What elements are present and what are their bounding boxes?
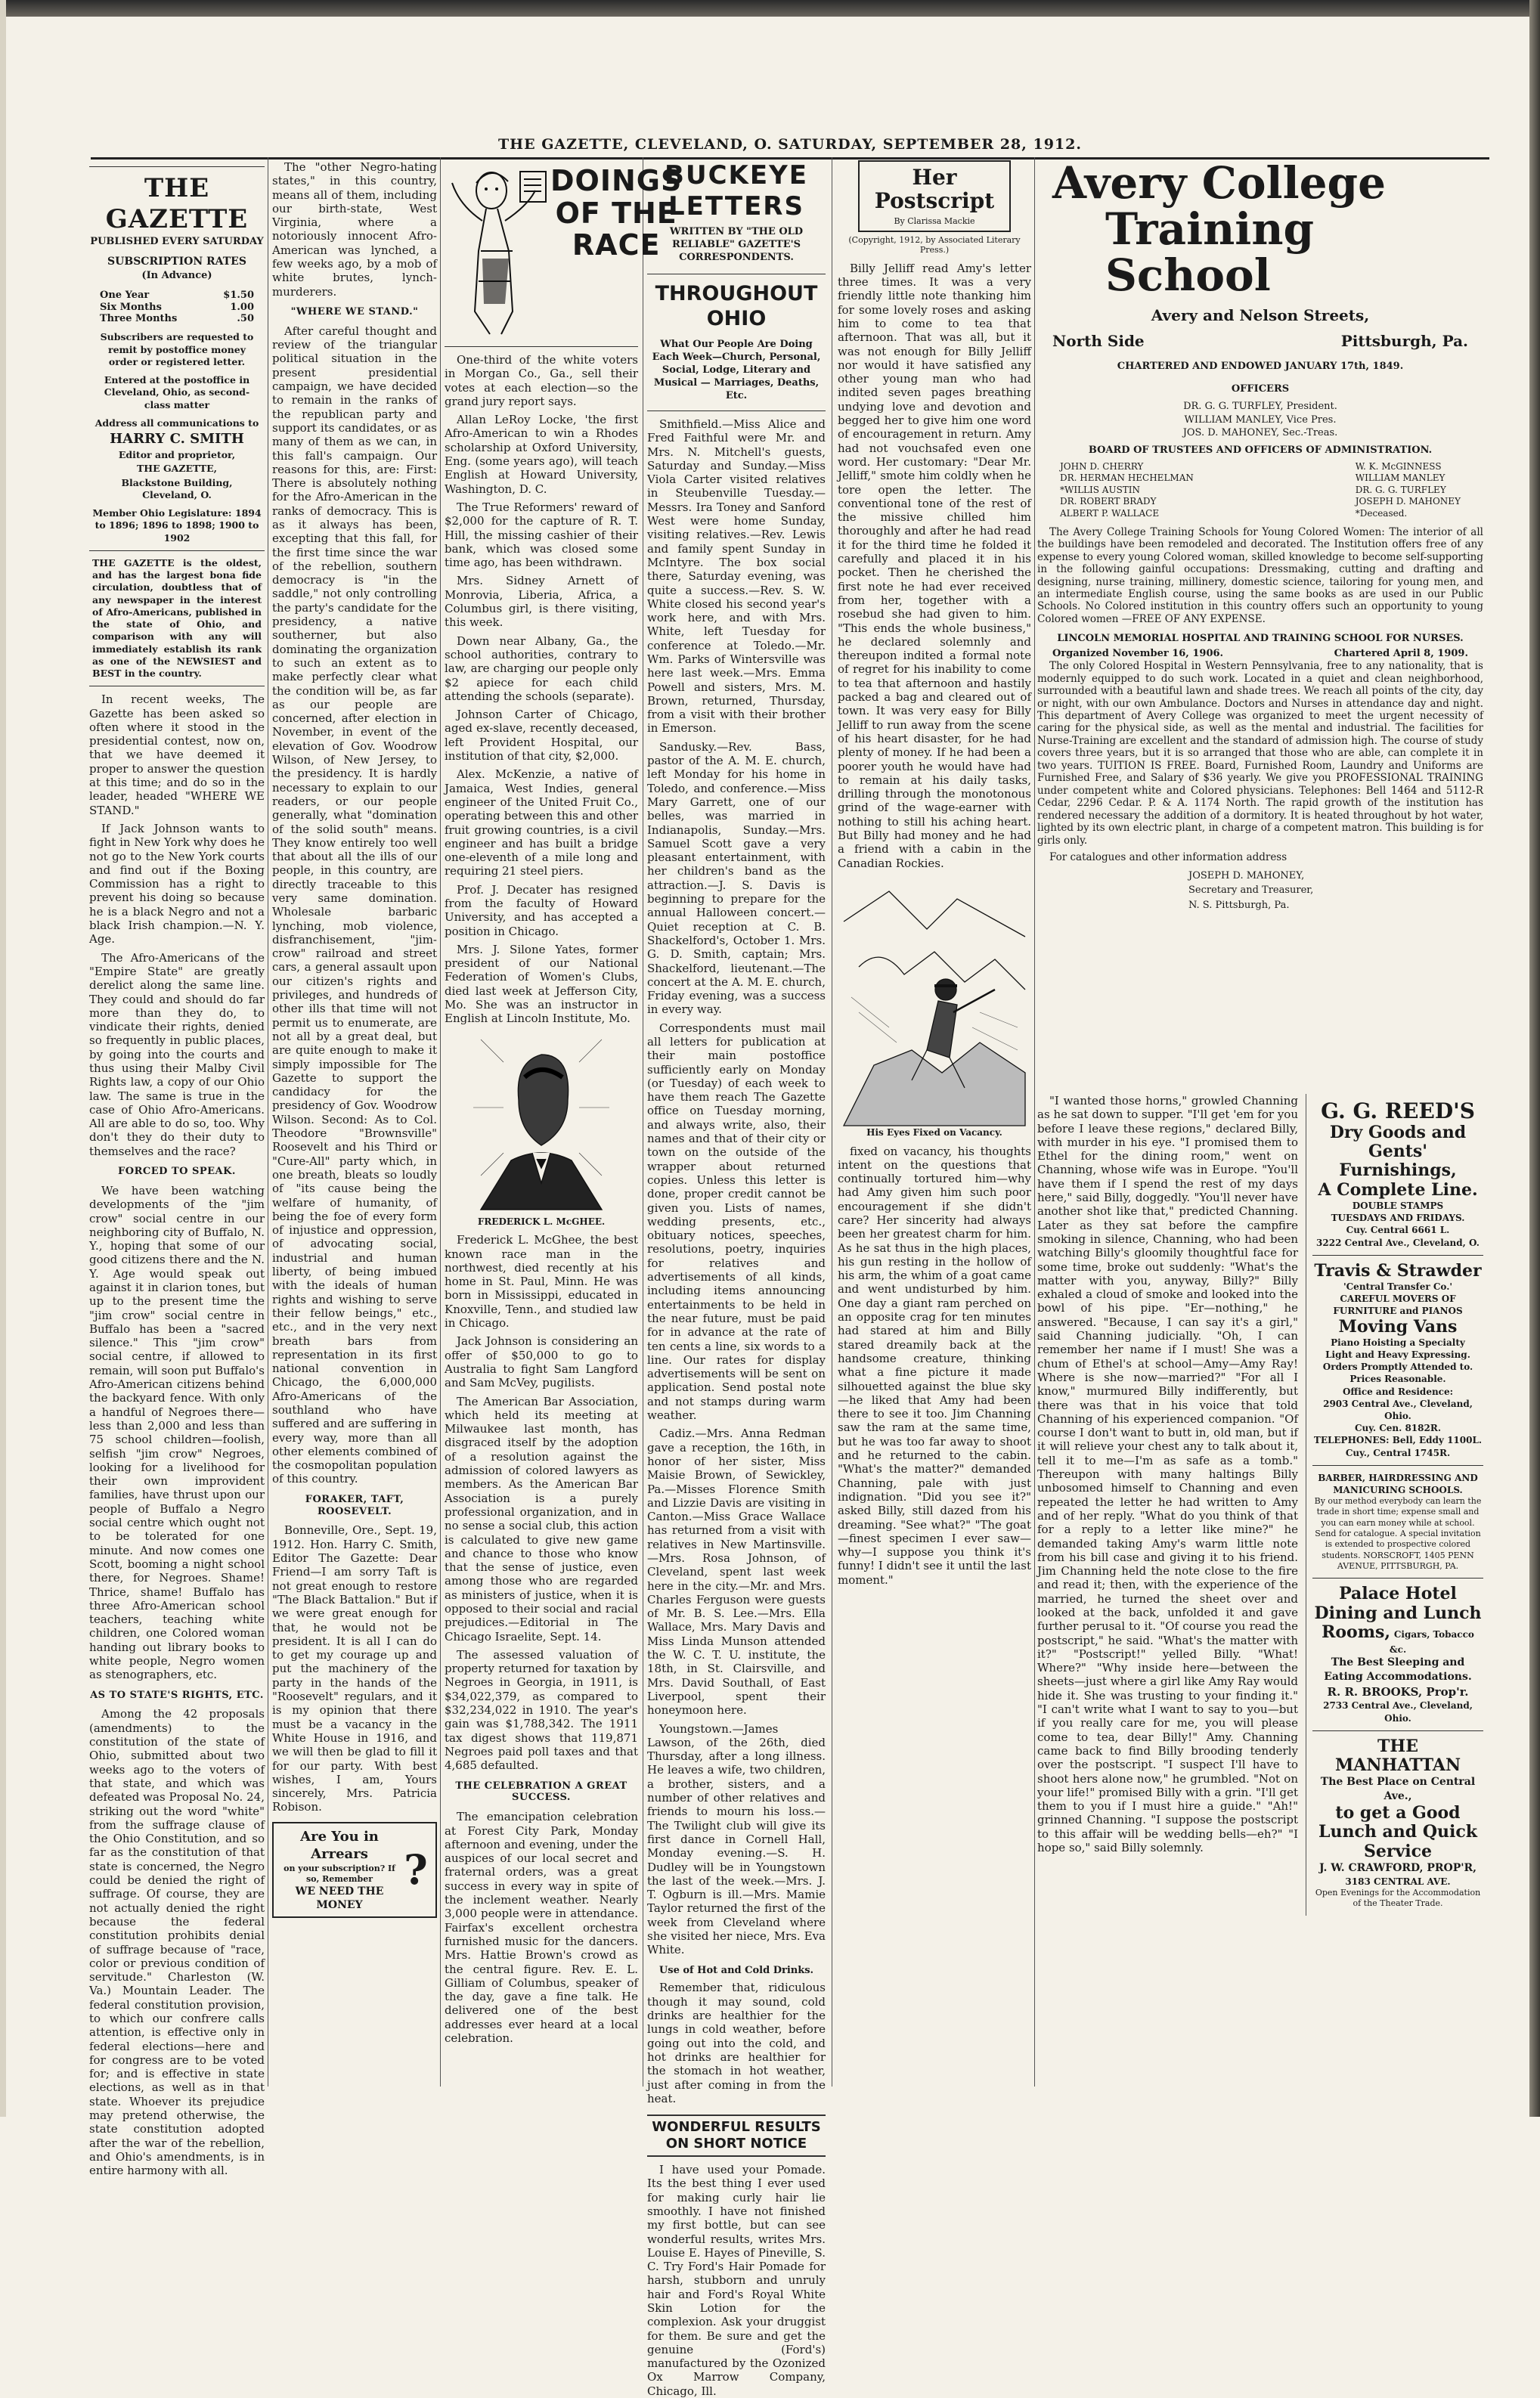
avery-city: Pittsburgh, Pa. [1340, 332, 1468, 351]
section-heading: "WHERE WE STAND." [290, 305, 419, 318]
paragraph: Cadiz.—Mrs. Anna Redman gave a reception, the 16th, in honor of her sister, Miss Maisie Brown, of Sewickley, Pa.—Misses Florence Smith and Lizzie Davis are visiting in Canton.—Miss Grace Wallace has returned from a visit with relatives in New Martinsville.—Mrs. Rosa Johnson, of Cleveland, spent last week here in the city.—Mr. and Mrs. Charles Ferguson were guests of Mr. B. S. Lee.—Mrs. Ella Wallace, Mrs. Mary Davis and Miss Linda Munson attended the W. C. T. U. institute, the 18th, in St. Clairsville, and Mrs. David Southall, of East Liverpool, spent their honeymoon here. [647, 1427, 826, 1718]
ad-line: DOUBLE STAMPS [1352, 1200, 1444, 1211]
portrait-caption: FREDERICK L. McGHEE. [477, 1216, 606, 1227]
section-heading: FORCED TO SPEAK. [118, 1166, 236, 1178]
story-title: Postscript [874, 187, 995, 213]
oldest-note: THE GAZETTE is the oldest, and has the largest bona fide circulation, doubtless that of any newspaper in the interest of Afro-Americans, published in the state of Ohio, and comparison with any will immediately establish its rank as one of the NEWSIEST and BEST in the country. [92, 556, 262, 680]
column-doings-of-race [445, 160, 683, 2087]
paragraph: Youngstown.—James Lawson, of the 26th, died Thursday, after a long illness. He leaves a wife, two children, a brother, sisters, and a number of other relatives and friends to mourn his loss.—The Twilight club will give its first dance in Cornell Hall, Monday evening.—S. H. Dudley will be in Youngstown the last of the week.—Mrs. J. T. Ogburn is ill.—Mrs. Mamie Taylor returned the first of the week from Cleveland where she visited her niece, Mrs. Eva White. [647, 1721, 826, 1957]
arrears-line: Are You in Arrears [300, 1828, 379, 1863]
ad-line-row [1312, 1623, 1483, 1656]
section-heading: FORAKER, TAFT, ROOSEVELT. [305, 1493, 404, 1517]
organized-date: Organized November 16, 1906. [1052, 648, 1224, 660]
ad-title: Travis & Strawder [1314, 1260, 1482, 1281]
paragraph: In recent weeks, The Gazette has been asked so often where it stood in the presidential contest, now on, that we have deemed it proper to answer the question at this time; and do so in the leader, headed "WHERE WE STAND." [89, 692, 265, 817]
editor-title: Editor and proprietor, [118, 449, 236, 461]
paragraph: The American Bar Association, which held its meeting at Milwaukee last month, has disgraced itself by the adoption of a resolution against the admission of colored lawyers as members. As the American Bar Association is a purely professional organization, and in no sense a social club, this action is calculated to give new game and chance to those who know that the sense of justice, even among those who are regarded as ministers of justice, when it is opposed to their social and racial prejudices.—Editorial in The Chicago Israelite, Sept. 14. [445, 1394, 638, 1644]
paragraph: Correspondents must mail all letters for publication at their main postoffice sufficiently early on Monday (or Tuesday) of each week to have them reach The Gazette office on Tuesday morning, and always write, also, their names and that of their city or town on the outside of the wrapper about returned copies. Unless this letter is done, proper credit cannot be given you. Lists of names, wedding presents, etc., obituary notices, speeches, resolutions, poetry, inquiries for relatives and advertisements of all kinds, including items announcing entertainments to be held in the near future, must be paid for in advance at the rate of ten cents a line, six words to a line. Our rates for display advertisements will be sent on application. Send postal note and not stamps during warm weather. [647, 1021, 826, 1423]
story-title: Her [912, 165, 957, 190]
rate-row [89, 313, 265, 325]
doings-header [445, 160, 683, 347]
ad-line: Dry Goods and [1329, 1122, 1467, 1142]
ad-line: Moving Vans [1338, 1316, 1458, 1337]
ad-heading: WONDERFUL RESULTS ON SHORT NOTICE [647, 2115, 826, 2157]
ad-title: THE MANHATTAN [1334, 1736, 1461, 1776]
scan-right-edge [1529, 0, 1540, 2117]
trustees-left [1060, 461, 1194, 520]
column-her-postscript [838, 160, 1031, 2087]
paragraph: "I wanted those horns," growled Channing as he sat down to supper. "I'll get 'em for you before I leave these regions," declared Billy, with murder in his eye. "I promised them to Ethel for the dining room," went on Channing, whose wife was in Europe. "You'll have them if I spend the rest of my days here," said Billy, doggedly. "You'll never have another shot like that," predicted Channing. Later as they sat before the campfire smoking in silence, Channing, who had been watching Billy's gloomily thoughtful face for some time, broke out suddenly: "What's the matter with you, anyway, Billy?" Billy exhaled a cloud of smoke and looked into the bowl of his pipe. "Er—nothing," he answered. "Because, I can say it's a girl," said Channing judicially. "Oh, I can remember her name if I must! She was a chum of Ethel's at school—Amy—Amy Ray! Where is she now—married?" "For all I know," murmured Billy indifferently, but there was that in his voice that told Channing of his experienced companion. "Of course I don't want to butt in, old man, but if it will relieve your chest any to talk about it, tell it to me—I'm as safe as a tomb." Thereupon with many haltings Billy unbosomed himself to Channing and even repeated the letter he had written to Amy and of her reply. "What do you think of that for a reply to a letter like mine?" he demanded taking Amy's warm little note from his bill case and giving it to his friend. Jim Channing held the note close to the fire and read it; then, with the experience of the married, he turned the sheet over and looked at the back, unfolded it and gave further perusal to it. "Of course you read the postscript," he said. "What's the matter with it?" "Postscript!" yelled Billy. "What! Where?" "Why inside here—between the sheets—just where a girl like Amy Ray would hide it. She was trusting to your finding it." "I can't write what I want to say to you—but if you really care for me, you will please come to tea, dear Billy!" Amy. Channing came back to find Billy brooding tenderly over the postscript. "I suspect I'll have to shoot hers alone now," he grumbled. "Not on your life!" promised Billy with a grin. "I'll get them to you if I must hire a guide." "Ah!" grinned Channing. "I suppose the postscript to this affair will be wedding bells—eh?" "I hope so," said Billy solemnly. [1037, 1094, 1298, 1855]
paragraph: Among the 42 proposals (amendments) to the constitution of the state of Ohio, submitted about two weeks ago to the voters of that state, and which was defeated was Proposal No. 24, striking out the word "white" from the suffrage clause of the Ohio Constitution, and so far as the constitution of that state is concerned, the Negro could be denied the right of suffrage. Of course, they are not actually denied the right because the federal constitution prohibits denial of suffrage because of "race, color or previous condition of servitude." Charleston (W. Va.) Mountain Leader. The federal constitution provision, to which our confrere calls attention, is effective only in federal elections—here and for congress are to be voted for; and is effective in state elections, as well as in that state. Whoever its prejudice may pretend otherwise, the state constitution adopted after the war of the rebellion, and Ohio's amendments, is in entire harmony with all. [89, 1707, 265, 2178]
story-continued [1037, 1094, 1306, 1916]
illustration-caption: His Eyes Fixed on Vacancy. [866, 1126, 1002, 1138]
trustee-name: DR. ROBERT BRADY [1060, 496, 1157, 507]
rate-label: Three Months [100, 313, 178, 325]
editor-paper: THE GAZETTE, [136, 463, 218, 475]
paragraph: The True Reformers' reward of $2,000 for the capture of R. T. Hill, the missing cashier of their bank, which was closed some time ago, has been withdrawn. [445, 500, 638, 570]
ad-line: 3183 CENTRAL AVE. [1345, 1876, 1451, 1887]
legislature-note: Member Ohio Legislature: 1894 to 1896; 1896 to 1898; 1900 to 1902 [92, 507, 262, 544]
officer-line: JOS. D. MAHONEY, Sec.-Treas. [1182, 427, 1338, 439]
lower-section [1037, 1094, 1483, 1916]
signature-address: N. S. Pittsburgh, Pa. [1188, 899, 1290, 911]
ad-travis [1312, 1256, 1483, 1466]
ads-column [1306, 1094, 1483, 1916]
trustee-name: JOSEPH D. MAHONEY [1355, 496, 1461, 507]
section-heading: AS TO STATE'S RIGHTS, ETC. [90, 1689, 264, 1701]
trustee-name: JOHN D. CHERRY [1060, 460, 1144, 472]
avery-title: Avery College [1052, 157, 1386, 209]
question-mark-icon: ? [404, 1845, 428, 1894]
portrait-illustration [466, 1032, 617, 1213]
trustee-name: WILLIAM MANLEY [1355, 472, 1445, 484]
rate-label: One Year [100, 289, 150, 301]
doings-title: DOINGS OF THE RACE [550, 164, 683, 262]
ad-line: Open Evenings for the Accommodation of the Theater Trade. [1315, 1888, 1481, 1909]
paragraph: We have been watching developments of the "jim crow" social centre in our neighboring city of Buffalo, N. Y., hoping that some of our good citizens there and the N. Y. Age would speak out against it in clarion tones, but up to the present time the "jim crow" social centre in Buffalo has been a "sacred silence." This "jim crow" social centre, if allowed to remain, will soon put Buffalo's Afro-American citizens behind the backyard fence. With only a handful of Negroes there—less than 2,000 and less than 75 school children—foolish, selfish "jim crow" Negroes, looking for a livelihood for their own improvident families, have thrust upon our people of Buffalo a Negro social centre which ought not to be tolerated for one minute. And now comes one Scott, booming a night school there, for Negroes. Shame! Thrice, shame! Buffalo has three Afro-American school teachers, teaching white children, one Colored woman handing out library books to white people, Negro women as stenographers, etc. [89, 1183, 265, 1682]
signature-block [1188, 869, 1483, 913]
arrears-text [278, 1828, 401, 1913]
arrears-box [272, 1822, 437, 1919]
officer-line: WILLIAM MANLEY, Vice Pres. [1184, 414, 1337, 426]
ad-palace [1312, 1579, 1483, 1731]
rate-row [89, 290, 265, 302]
rate-price: 1.00 [230, 301, 254, 313]
paragraph: After careful thought and review of the triangular political situation in the present presidential campaign, we have decided to remain in the ranks of the republican party and support its candidates, or as many of them as we can, in this fall's campaign. Our reasons for this, are: First: There is absolutely nothing for the Afro-American in the ranks of democracy. This is as it always has been, excepting that this fall, for the first time since the war of the rebellion, southern democracy is "in the saddle," not only controlling the party's candidate for the presidency, a native southerner, but also dominating the organization to such an extent as to make perfectly clear what the condition will be, as far as our people are concerned, after election in November, in event of the elevation of Gov. Woodrow Wilson, of New Jersey, to the presidency. It is hardly necessary to explain to our readers, or our people generally, what "domination of the solid south" means. They know entirely too well that about all the ills of our people, in this country, are directly traceable to this very same domination. Wholesale barbaric lynching, mob violence, disfranchisement, "jim-crow" railroad and street cars, a general assault upon our citizen's rights and privileges, and hundreds of other ills that time will not permit us to enumerate, are not all by a great deal, but are quite enough to make it simply impossible for The Gazette to support the candidacy for the presidency of Gov. Woodrow Wilson. Second: As to Col. Theodore "Brownsville" Roosevelt and his Third or "Cure-All" party which, in one breath, bleats so loudly of "its cause being the welfare of humanity, of being the foe of every form of injustice and oppression, of advocating social, industrial and human liberty, of being imbued with the ideals of human rights and wishing to serve their fellow beings," etc., etc., and in the very next breath bars from representation in its first national convention in Chicago, the 6,000,000 Afro-Americans of the southland who have suffered and are suffering in every way, more than all other elements combined of the cosmopolitan population of this country. [272, 324, 437, 1486]
ad-line: Light and Heavy Expressing. Orders Promptly Attended to. Prices Reasonable. [1322, 1349, 1473, 1385]
gazette-title: THE GAZETTE [105, 173, 249, 235]
ad-line: 3222 Central Ave., Cleveland, O. [1316, 1237, 1480, 1248]
signature-name: JOSEPH D. MAHONEY, [1188, 869, 1305, 881]
ad-title: G. G. REED'S [1321, 1098, 1475, 1123]
rate-label: Six Months [100, 301, 162, 313]
editor-name: HARRY C. SMITH [110, 431, 244, 448]
rate-row [89, 302, 265, 314]
throughout-ohio-subtitle: What Our People Are Doing Each Week—Church, Personal, Social, Lodge, Literary and Musical — Marriages, Deaths, Etc. [652, 339, 821, 402]
divider [89, 550, 265, 551]
paragraph: I have used your Pomade. Its the best thing I ever used for making curly hair lie smoothly. I have not finished my first bottle, but can see wonderful results, writes Mrs. Louise E. Hayes of Pineville, S. C. Try Ford's Hair Pomade for harsh, stubborn and unruly hair and Ford's Royal White Skin Lotion for the complexion. Ask your druggist for them. Be sure and get the genuine (Ford's) manufactured by the Ozonized Ox Marrow Company, Chicago, Ill. [647, 2163, 826, 2398]
paragraph: Billy Jelliff read Amy's letter three times. It was a very friendly little note thanking him for some lovely roses and asking him to come to tea that afternoon. That was all, but it was not enough for Billy Jelliff nor would it have satisfied any other young man who had indited seven pages breathing undying love and devotion and begged her to give him one word of encouragement in return. Amy had not vouchsafed even one word. Her customary: "Dear Mr. Jelliff," smote him coldly when he tore open the letter. The conventional tone of the rest of the missive chilled him thoroughly and after he had read it for the third time he folded it carefully and placed it in his pocket. Then he cherished the first note he had ever received from her, together with a rosebud she had given to him. "This ends the whole business," he declared solemnly and thereupon indited a formal note of regret for his inability to come to tea that afternoon and hastily packed a bag and cleared out of town. It was very easy for Billy Jelliff to run away from the scene of his heart disaster, for he had plenty of money. If he had been a poorer youth he would have had to remain at his daily tasks, drilling through the monotonous grind of the wage-earner with nothing to still his aching heart. But Billy had money and he had a friend with a cabin in the Canadian Rockies. [838, 261, 1031, 870]
throughout-ohio-title: THROUGHOUT OHIO [655, 281, 818, 330]
ad-line: Dining and Lunch [1314, 1603, 1482, 1623]
ad-reeds [1312, 1094, 1483, 1256]
editor-address: Blackstone Building, Cleveland, O. [121, 476, 233, 500]
column-rule [1034, 157, 1035, 2087]
trustee-name: W. K. McGINNESS [1355, 460, 1442, 472]
column-rule [440, 157, 441, 2087]
ad-line: Office and Residence: [1342, 1386, 1454, 1397]
arrears-line: WE NEED THE MONEY [295, 1885, 384, 1912]
chartered-date: Chartered April 8, 1909. [1334, 648, 1468, 660]
trustee-name: DR. G. G. TURFLEY [1355, 484, 1446, 495]
ad-line: Gents' Furnishings, [1339, 1142, 1457, 1181]
column-editorial [272, 160, 437, 2087]
trustee-name: DR. HERMAN HECHELMAN [1060, 472, 1194, 484]
scan-top-edge [0, 0, 1540, 17]
postscript-title-box [858, 160, 1011, 232]
paragraph: Mrs. Sidney Arnett of Monrovia, Liberia, Africa, a Columbus girl, is there visiting, this week. [445, 574, 638, 630]
ad-line: 2903 Central Ave., Cleveland, Ohio. [1323, 1398, 1473, 1422]
ad-barber [1312, 1466, 1483, 1579]
paragraph: Mrs. J. Silone Yates, former president of our National Federation of Women's Clubs, died last week at Jefferson City, Mo. She was an instructor in English at Lincoln Institute, Mo. [445, 942, 638, 1026]
trustee-name: ALBERT P. WALLACE [1060, 508, 1160, 519]
paragraph: Sandusky.—Rev. Bass, pastor of the A. M. E. church, left Monday for his home in Toledo, and conference.—Miss Mary Garrett, one of our belles, was married in Indianapolis, Sunday.—Mrs. Samuel Scott gave a very pleasant entertainment, with her children's band as the attraction.—J. S. Davis is beginning to prepare for the annual Halloween concert.—Quiet reception at C. B. Shackelford's, October 1. Mrs. G. D. Smith, captain; Mrs. Shackelford, lieutenant.—The concert at the A. M. E. church, Friday evening, was a success in every way. [647, 739, 826, 1017]
arrears-line: on your subscription? If so, Remember [284, 1863, 395, 1884]
ad-line: By our method everybody can learn the trade in short time; expense small and you can earn money while at school. Send for catalogue. A special invitation is extended to prospective colored students. NORSCROFT, 1405 PENN AVENUE, PITTSBURGH, PA. [1314, 1496, 1482, 1571]
trustee-name: *WILLIS AUSTIN [1060, 484, 1141, 495]
subscribers-note: Subscribers are requested to remit by postoffice money order or registered letter. [100, 331, 254, 367]
ad-line: TELEPHONES: Bell, Eddy 1100L. Cuy., Central 1745R. [1313, 1435, 1483, 1458]
scan-left-edge [0, 0, 6, 2117]
copyright-note: (Copyright, 1912, by Associated Literary Press.) [848, 235, 1021, 256]
ad-line: Cuy. Cen. 8182R. [1354, 1423, 1442, 1434]
trustees-right [1356, 461, 1461, 520]
paragraph: Prof. J. Decater has resigned from the faculty of Howard University, and has accepted a position in Chicago. [445, 882, 638, 938]
avery-side: North Side [1052, 332, 1145, 351]
rate-price: .50 [237, 313, 254, 325]
buckeye-title: BUCKEYE LETTERS [665, 160, 808, 222]
address-note: Address all communications to [95, 417, 259, 429]
ad-line: J. W. CRAWFORD, PROP'R, [1318, 1862, 1477, 1875]
avery-location-row [1037, 332, 1483, 350]
trustees-grid [1037, 461, 1483, 520]
paragraph: The Avery College Training Schools for Young Colored Women: The interior of all the buildings have been remodeled and decorated. The Institution offers free of any expense to every young Colored woman, skilled knowledge to become self-supporting in the following gainful occupations: Dressmaking, cutting and drafting and designing, nurse training, millinery, domestic science, tailoring for young men, and an intermediate English course, using the same books as are used in our Public Schools. No Colored institution in this country offers such an opportunity to young Colored women —FREE OF ANY EXPENSE. [1037, 525, 1483, 625]
hunter-illustration [844, 876, 1025, 1126]
trustee-name: *Deceased. [1355, 508, 1408, 519]
avery-chartered: CHARTERED AND ENDOWED JANUARY 17th, 1849. [1117, 361, 1404, 373]
ad-line: Eating Accommodations. [1324, 1671, 1472, 1684]
page-header [91, 136, 1489, 160]
ad-line: to get a Good Lunch and Quick Service [1318, 1803, 1477, 1861]
ad-title: BARBER, HAIRDRESSING AND MANICURING SCHOOLS. [1318, 1472, 1478, 1495]
ad-line: TUESDAYS AND FRIDAYS. [1331, 1213, 1465, 1224]
ad-line: The Best Sleeping and [1331, 1656, 1465, 1669]
avery-title: Training School [1105, 203, 1315, 301]
paragraph: Alex. McKenzie, a native of Jamaica, West Indies, general engineer of the United Fruit Co., operating between this and other fruit growing countries, is a civil engineer and has built a bridge one-eleventh of a mile long and requiring 21 steel piers. [445, 767, 638, 878]
ad-title: Palace Hotel [1339, 1584, 1457, 1604]
paragraph: The assessed valuation of property returned for taxation by Negroes in Georgia, in 1911, is $34,022,379, as compared to $32,234,022 in 1910. The year's gain was $1,788,342. The 1911 tax digest shows that 119,871 Negroes paid poll taxes and that 4,685 defaulted. [445, 1647, 638, 1773]
rates-heading: SUBSCRIPTION RATES [107, 255, 246, 268]
buckeye-subtitle: WRITTEN BY "THE OLD RELIABLE" GAZETTE'S CORRESPONDENTS. [669, 225, 804, 263]
paragraph: The Afro-Americans of the "Empire State" are greatly derelict along the same line. They could and should do far more than they do, to vindicate their rights, denied so frequently in public places, by going into the courts and thus using their Malby Civil Rights law, a copy of our Ohio law. The same is true in the case of Ohio Afro-Americans. All are able to do so, too. Why don't they do their duty to themselves and the race? [89, 950, 265, 1158]
paragraph: Down near Albany, Ga., the school authorities, contrary to law, are charging our people only $2 apiece for each child attending the schools (separate). [445, 634, 638, 703]
column-avery-college [1037, 157, 1483, 2087]
ad-line: R. R. BROOKS, Prop'r. [1327, 1685, 1469, 1699]
paragraph: One-third of the white voters in Morgan Co., Ga., sell their votes at each election—so the grand jury report says. [445, 353, 638, 408]
rates-subheading: (In Advance) [141, 269, 212, 281]
officers-heading: OFFICERS [1231, 383, 1290, 395]
paragraph: The only Colored Hospital in Western Pennsylvania, free to any nationality, that is modernly equipped to do such work. Located in a quiet and clean neighborhood, surrounded with a beautiful lawn and shade trees. We reach all points of the city, day or night, with our own Ambulance. Doctors and Nurses in attendance day and night. This department of Avery College was organized to meet the urgent necessity of caring for the physical side, as well as the mental and industrial. The facilities for Nurse-Training are excellent and the standard of admission high. The course of study covers three years, but it is so arranged that those who are able, can complete it in two years. TUITION IS FREE. Board, Furnished Room, Laundry and Uniforms are Furnished Free, and Salary of $36 yearly. We give you PROFESSIONAL TRAINING under competent white and Colored physicians. Telephones: Bell 1464 and 5112-R Cedar, 2296 Cedar. P. & A. 1174 North. The rapid growth of the institution has rendered necessary the addition of a dormitory. It is heated throughout by hot water, lighted by its own electric plant, in charge of a competent matron. This building is for girls only. [1037, 660, 1483, 847]
rate-price: $1.50 [223, 289, 254, 301]
ad-line: Rooms, [1322, 1622, 1391, 1642]
paragraph: Allan LeRoy Locke, 'the first Afro-American to win a Rhodes scholarship at Oxford University, Eng. (some years ago), will teach English at Howard University, Washington, D. C. [445, 413, 638, 496]
avery-address: Avery and Nelson Streets, [1151, 305, 1370, 324]
paragraph: The emancipation celebration at Forest City Park, Monday afternoon and evening, under the auspices of our local secret and fraternal orders, was a great success in every way in spite of the inclement weather. Nearly 3,000 people were in attendance. Fairfax's excellent orchestra furnished music for the dancers. Mrs. Hattie Brown's crowd as the central figure. Rev. E. L. Gilliam of Columbus, speaker of the day, gave a fine talk. He delivered one of the best addresses ever heard at a local celebration. [445, 1810, 638, 2046]
paragraph: fixed on vacancy, his thoughts intent on the questions that continually tortured him—why had Amy given him such poor encouragement if she didn't care? Her sincerity had always been her greatest charm for him. As he sat thus in the high places, his gun resting in the hollow of his arm, the whim of a goat came and went undisturbed by him. One day a giant ram perched on an opposite crag for ten minutes had stared at him and Billy stared dreamily back at the handsome creature, thinking what a fine picture it made silhouetted against the blue sky—he liked that Amy had been there to see it too. Jim Channing saw the ram at the same time, but he was too far away to shoot and he returned to the cabin. "What's the matter?" demanded Channing, pale with just indignation. "Did you see it?" asked Billy, still dazed from his dreaming. "See what?" "The goat—finest specimen I ever saw—why—I suppose you think it's funny! I didn't see it until the last moment." [838, 1144, 1031, 1587]
officer-line: DR. G. G. TURFLEY, President. [1183, 401, 1337, 413]
paragraph: Smithfield.—Miss Alice and Fred Faithful were Mr. and Mrs. N. Mitchell's guests, Saturday and Sunday.—Miss Viola Carter visited relatives in Steubenville Tuesday.—Messrs. Ira Toney and Sanford West were home Sunday, visiting relatives.—Rev. Lewis and family spent Sunday in McIntyre. The box social there, Saturday evening, was quite a success.—Rev. S. W. White closed his second year's work here, and with Mrs. White, left Tuesday for conference at Toledo.—Mr. Wm. Parks of Wintersville was here last week.—Mrs. Emma Powell and sisters, Mrs. M. Brown, returned, Thursday, from a visit with their brother in Emerson. [647, 417, 826, 736]
divider [89, 166, 265, 167]
column-buckeye-letters [647, 160, 826, 2398]
ad-line: A Complete Line. [1318, 1179, 1478, 1200]
paragraph: Jack Johnson is considering an offer of $50,000 to go to Australia to fight Sam Langford and Sam McVey, pugilists. [445, 1334, 638, 1390]
lincoln-dates [1037, 648, 1483, 660]
ad-line: Cuy. Central 6661 L. [1346, 1225, 1450, 1236]
entered-note: Entered at the postoffice in Cleveland, Ohio, as second-class matter [104, 374, 250, 411]
section-heading: Use of Hot and Cold Drinks. [658, 1964, 814, 1976]
signature-title: Secretary and Treasurer, [1188, 885, 1314, 897]
section-heading: THE CELEBRATION A GREAT SUCCESS. [455, 1780, 627, 1804]
page-header-text: THE GAZETTE, CLEVELAND, O. SATURDAY, SEPTEMBER 28, 1912. [498, 136, 1082, 153]
paragraph: Bonneville, Ore., Sept. 19, 1912. Hon. Harry C. Smith, Editor The Gazette: Dear Friend—I am sorry Taft is not great enough to restore "The Black Battalion." But if we were great enough for that, he would not be president. It is all I can do to get my courage up and put the machinery of the party in the hands of the "Roosevelt" regulars, and it is my opinion that there must be a vacancy in the White House in 1916, and we will then be glad to fill it for our party. With best wishes, I am, Yours sincerely, Mrs. Patricia Robison. [272, 1523, 437, 1814]
gazette-subtitle: PUBLISHED EVERY SATURDAY [90, 235, 264, 247]
paragraph: If Jack Johnson wants to fight in New York why does he not go to the New York courts and find out if the Boxing Commission has a right to prevent his doing so because he is a black Negro and not a black Irish champion.—N. Y. Age. [89, 821, 265, 946]
paragraph: Frederick L. McGhee, the best known race man in the northwest, died recently at his home in St. Paul, Minn. He was born in Mississippi, educated in Knoxville, Tenn., and studied law in Chicago. [445, 1233, 638, 1331]
lincoln-heading: LINCOLN MEMORIAL HOSPITAL AND TRAINING SCHOOL FOR NURSES. [1057, 633, 1464, 645]
ad-line: The Best Place on Central Ave., [1320, 1776, 1476, 1803]
ad-line: Piano Hoisting a Specialty [1331, 1337, 1465, 1348]
ad-line: CAREFUL MOVERS OF FURNITURE and PIANOS [1333, 1293, 1463, 1317]
ad-line: 2733 Central Ave., Cleveland, Ohio. [1323, 1700, 1473, 1724]
paragraph: The "other Negro-hating states," in this country, means all of them, including our birth-state, West Virginia, where a notoriously innocent Afro-American was lynched, a few weeks ago, by a mob of white brutes, lynch-murderers. [272, 160, 437, 299]
trustees-heading: BOARD OF TRUSTEES AND OFFICERS OF ADMINISTRATION. [1088, 444, 1433, 456]
ad-line: 'Central Transfer Co.' [1343, 1281, 1453, 1293]
column-gazette-info [89, 160, 265, 2178]
ad-manhattan [1312, 1731, 1483, 1916]
ad-line: Cigars, Tobacco &c. [1389, 1628, 1474, 1656]
paragraph: Remember that, ridiculous though it may sound, cold drinks are healthier for the lungs in cold weather, before going out into the cold, and hot drinks are healthier for the stomach in hot weather, just after coming in from the heat. [647, 1981, 826, 2105]
paragraph: For catalogues and other information address [1049, 851, 1287, 864]
paragraph: Johnson Carter of Chicago, aged ex-slave, recently deceased, left Provident Hospital, our institution of that city, $2,000. [445, 708, 638, 764]
herald-figure-icon [445, 160, 550, 342]
story-byline: By Clarissa Mackie [894, 215, 975, 226]
